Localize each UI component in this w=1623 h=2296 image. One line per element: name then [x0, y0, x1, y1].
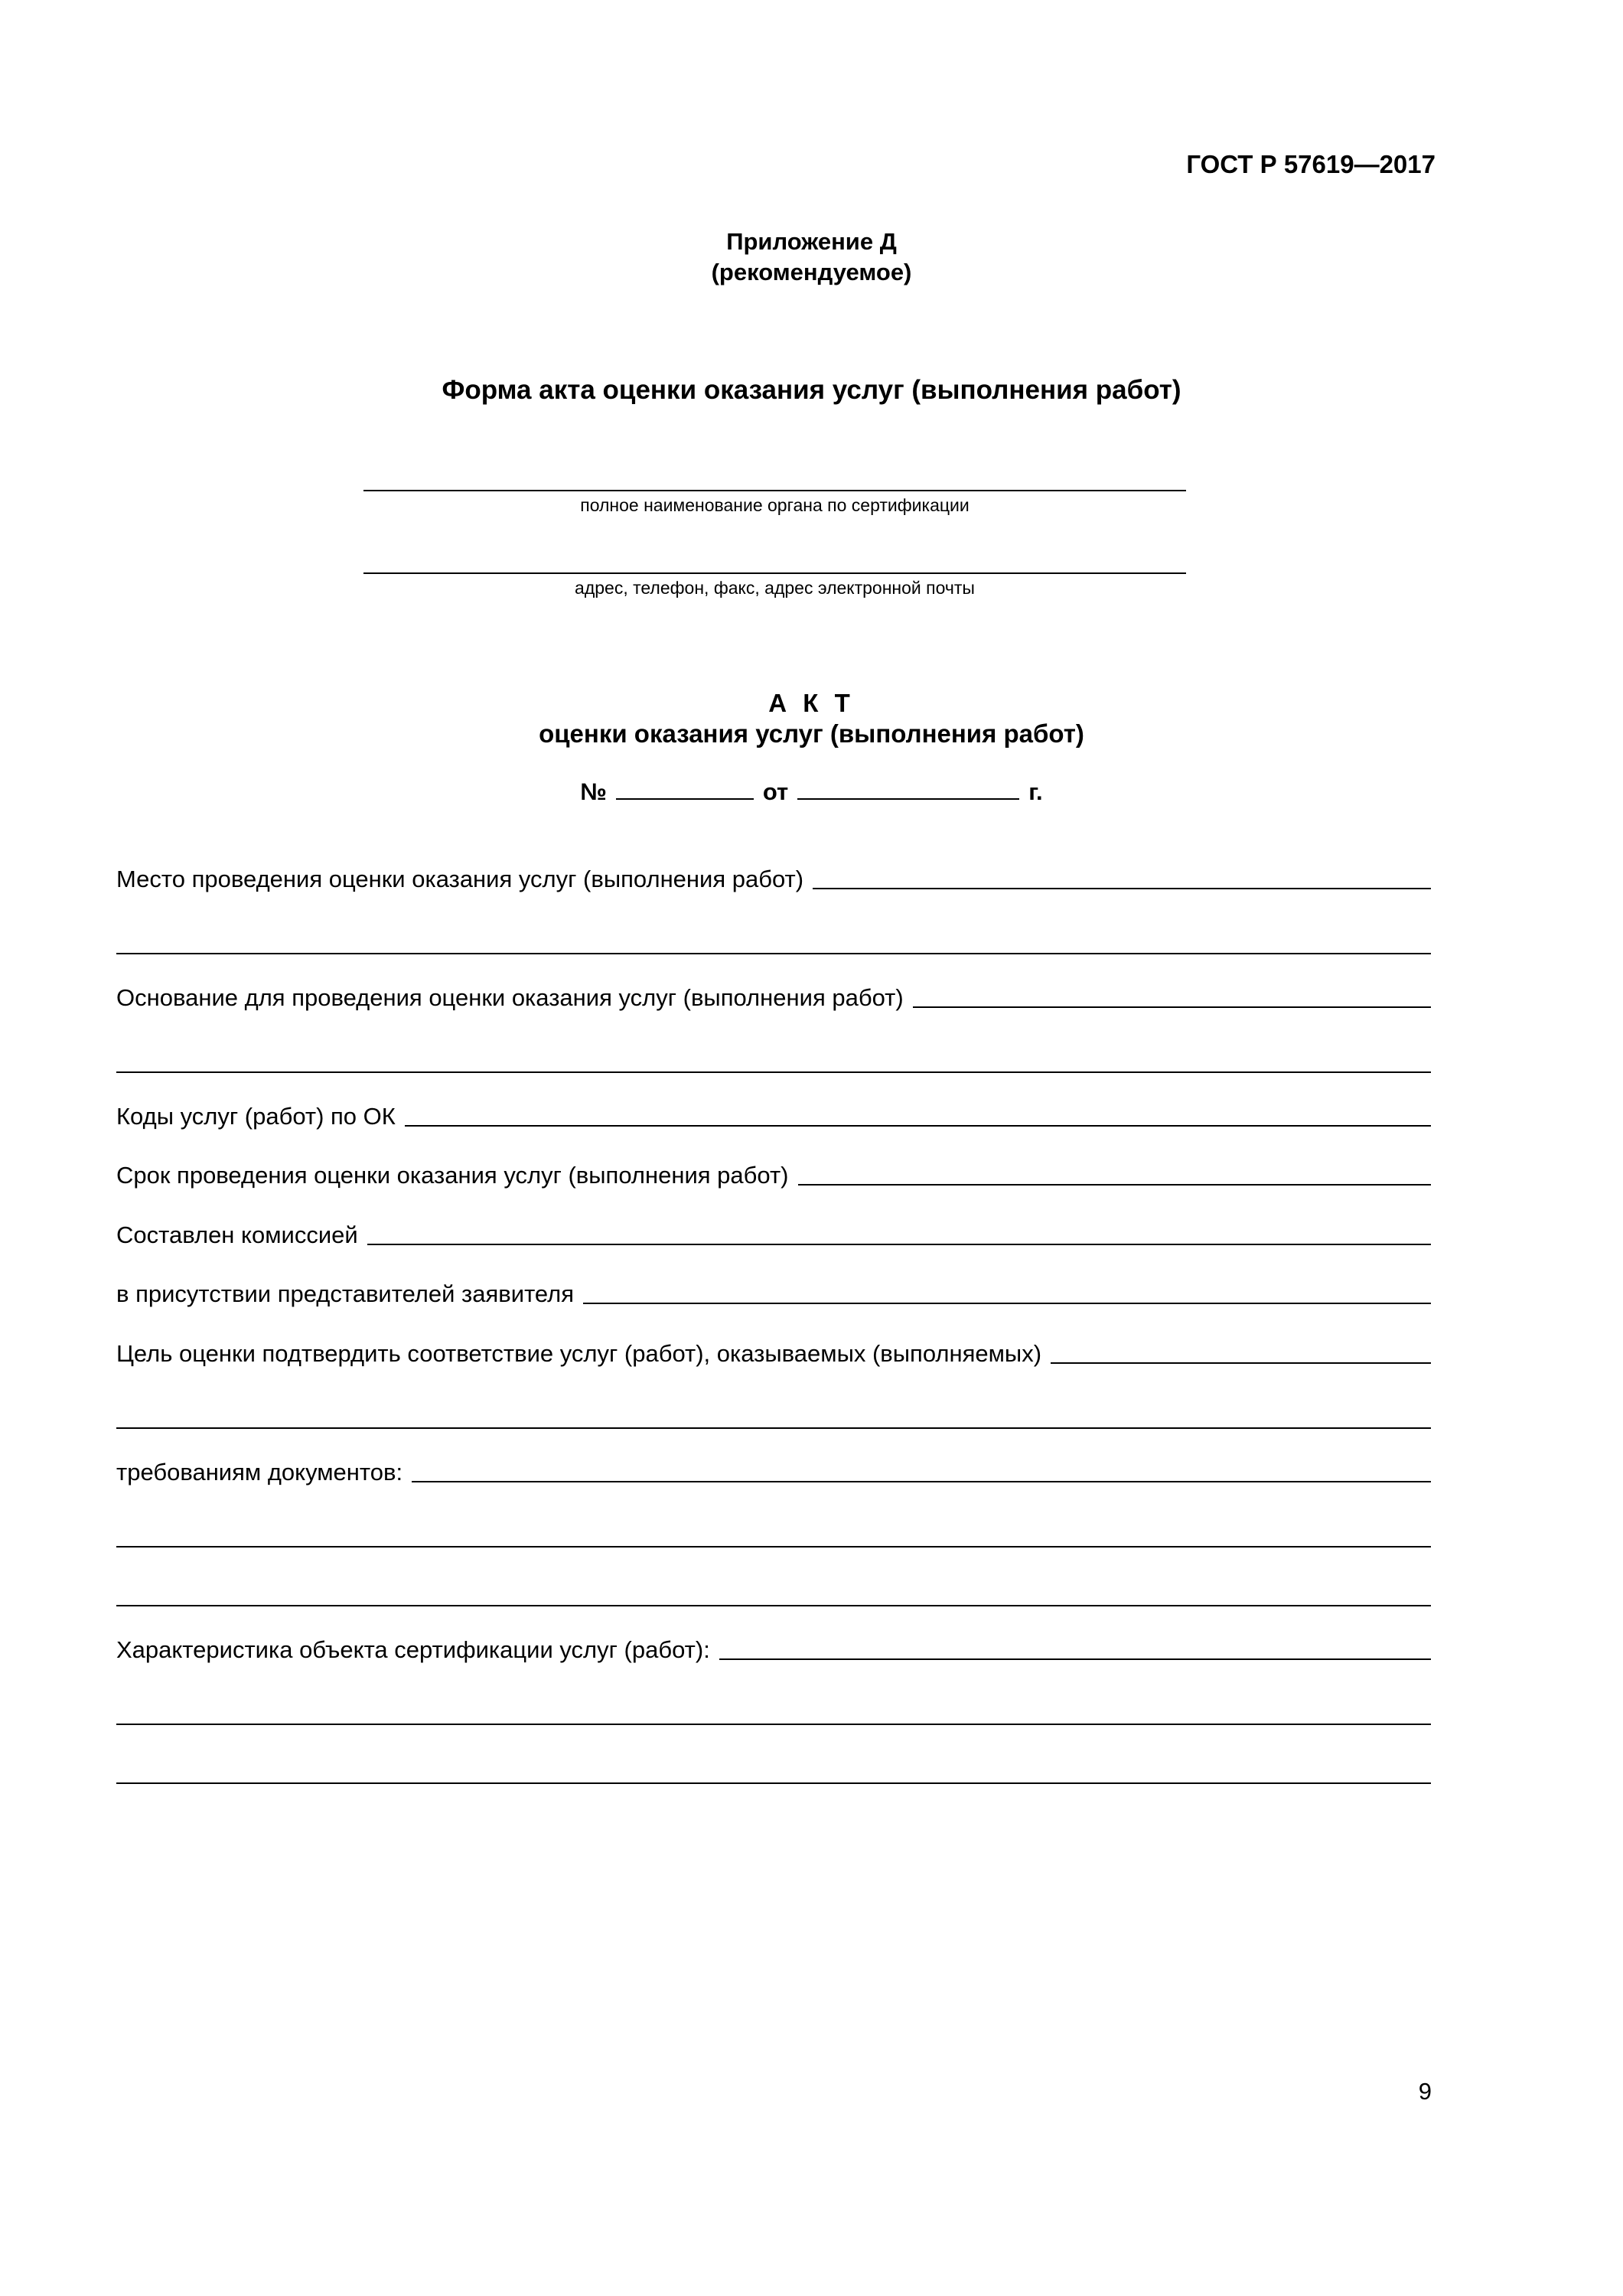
- basis-row: [116, 983, 1431, 1013]
- appendix-status: (рекомендуемое): [711, 259, 912, 285]
- place-label: Место проведения оценки оказания услуг (выполнения работ): [116, 866, 804, 892]
- requirements-row: [116, 1458, 1431, 1487]
- basis-field-continuation[interactable]: [116, 1071, 1431, 1073]
- presence-field[interactable]: [583, 1303, 1431, 1304]
- act-number-field[interactable]: [616, 775, 754, 800]
- characteristics-field-continuation-2[interactable]: [116, 1782, 1431, 1784]
- organization-name-caption: полное наименование органа по сертификации: [580, 495, 970, 515]
- requirements-field[interactable]: [412, 1481, 1431, 1482]
- act-number-line: [0, 775, 1623, 807]
- year-suffix: г.: [1028, 778, 1043, 805]
- organization-contacts-field[interactable]: [363, 572, 1186, 574]
- goal-label: Цель оценки подтвердить соответствие услуг (работ), оказываемых (выполняемых): [116, 1340, 1042, 1367]
- characteristics-field-continuation-1[interactable]: [116, 1724, 1431, 1725]
- presence-label: в присутствии представителей заявителя: [116, 1280, 575, 1307]
- place-field-continuation[interactable]: [116, 953, 1431, 954]
- characteristics-field[interactable]: [719, 1658, 1431, 1660]
- appendix-title: Приложение Д: [726, 228, 897, 255]
- codes-field[interactable]: [405, 1125, 1431, 1127]
- characteristics-label: Характеристика объекта сертификации услуг (работ):: [116, 1636, 710, 1663]
- codes-label: Коды услуг (работ) по ОК: [116, 1103, 396, 1130]
- organization-contacts-caption: адрес, телефон, факс, адрес электронной почты: [575, 578, 975, 598]
- term-row: [116, 1161, 1431, 1190]
- basis-label: Основание для проведения оценки оказания услуг (выполнения работ): [116, 984, 904, 1011]
- characteristics-row: [116, 1636, 1431, 1665]
- place-row: [116, 865, 1431, 894]
- organization-name-field[interactable]: [363, 490, 1186, 491]
- from-word: от: [762, 778, 789, 805]
- form-title: Форма акта оценки оказания услуг (выполнения работ): [442, 375, 1181, 405]
- codes-row: [116, 1102, 1431, 1131]
- term-label: Срок проведения оценки оказания услуг (выполнения работ): [116, 1162, 789, 1189]
- presence-row: [116, 1280, 1431, 1309]
- standard-code: ГОСТ Р 57619—2017: [1186, 150, 1436, 178]
- commission-field[interactable]: [367, 1244, 1431, 1245]
- act-date-field[interactable]: [797, 775, 1019, 800]
- goal-field[interactable]: [1051, 1362, 1431, 1364]
- requirements-label: требованиям документов:: [116, 1459, 403, 1486]
- requirements-field-continuation-1[interactable]: [116, 1546, 1431, 1548]
- number-sign: №: [580, 778, 607, 805]
- goal-row: [116, 1339, 1431, 1368]
- basis-field[interactable]: [913, 1006, 1431, 1008]
- commission-label: Составлен комиссией: [116, 1221, 358, 1248]
- act-title: А К Т: [768, 689, 855, 717]
- commission-row: [116, 1221, 1431, 1250]
- page-number: 9: [1418, 2078, 1432, 2105]
- act-subtitle: оценки оказания услуг (выполнения работ): [539, 719, 1084, 748]
- requirements-field-continuation-2[interactable]: [116, 1605, 1431, 1606]
- place-field[interactable]: [813, 888, 1431, 889]
- goal-field-continuation[interactable]: [116, 1427, 1431, 1429]
- term-field[interactable]: [798, 1184, 1431, 1186]
